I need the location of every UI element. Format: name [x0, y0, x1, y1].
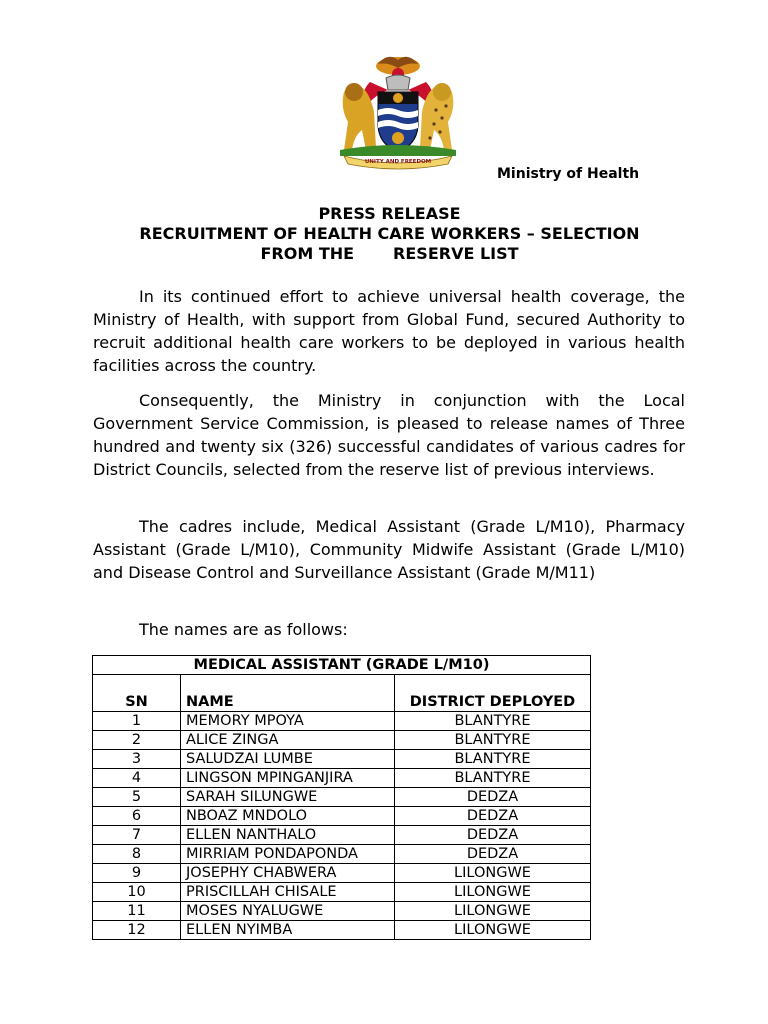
cell-district: BLANTYRE [395, 730, 591, 749]
cell-district: DEDZA [395, 844, 591, 863]
cell-name: MIRRIAM PONDAPONDA [181, 844, 395, 863]
table-row [93, 806, 591, 825]
cell-district: LILONGWE [395, 863, 591, 882]
cell-name: LINGSON MPINGANJIRA [181, 768, 395, 787]
column-header-name: NAME [181, 674, 395, 711]
cell-district: BLANTYRE [395, 768, 591, 787]
table-row [93, 711, 591, 730]
coat-of-arms-icon [330, 52, 466, 170]
cell-name: ELLEN NANTHALO [181, 825, 395, 844]
table-row [93, 920, 591, 939]
cell-sn: 2 [93, 730, 181, 749]
table-row [93, 882, 591, 901]
paragraph-2: Consequently, the Ministry in conjunction with the Local Government Service Commission, is pleased to release names of Three hundred and twenty six (326) successful candidates of various cadres for District Councils, selected from the reserve list of previous interviews. [93, 391, 685, 479]
table-row [93, 844, 591, 863]
cell-sn: 4 [93, 768, 181, 787]
cell-sn: 5 [93, 787, 181, 806]
press-release-title: PRESS RELEASE [318, 204, 461, 223]
cell-sn: 6 [93, 806, 181, 825]
motto-text: UNITY AND FREEDOM [364, 159, 432, 165]
cell-sn: 3 [93, 749, 181, 768]
paragraph-1: In its continued effort to achieve universal health coverage, the Ministry of Health, with support from Global Fund, secured Authority to recruit additional health care workers to be deployed in various health facilities across the country. [93, 287, 685, 375]
cell-name: ELLEN NYIMBA [181, 920, 395, 939]
cell-sn: 9 [93, 863, 181, 882]
cell-name: ALICE ZINGA [181, 730, 395, 749]
cell-district: LILONGWE [395, 882, 591, 901]
table-caption: MEDICAL ASSISTANT (GRADE L/M10) [93, 655, 591, 674]
cell-district: LILONGWE [395, 920, 591, 939]
column-header-district: DISTRICT DEPLOYED [395, 674, 591, 711]
cell-name: PRISCILLAH CHISALE [181, 882, 395, 901]
table-row [93, 901, 591, 920]
cell-sn: 1 [93, 711, 181, 730]
table-row [93, 768, 591, 787]
cell-district: BLANTYRE [395, 749, 591, 768]
table-row [93, 825, 591, 844]
table-row [93, 730, 591, 749]
table-row [93, 787, 591, 806]
ministry-name: Ministry of Health [497, 166, 640, 182]
heading-block [92, 204, 687, 264]
cell-name: NBOAZ MNDOLO [181, 806, 395, 825]
cell-district: LILONGWE [395, 901, 591, 920]
subtitle-line-1: RECRUITMENT OF HEALTH CARE WORKERS – SELECTION [139, 224, 640, 243]
cell-district: BLANTYRE [395, 711, 591, 730]
cell-name: SARAH SILUNGWE [181, 787, 395, 806]
cell-district: DEDZA [395, 787, 591, 806]
cell-name: MEMORY MPOYA [181, 711, 395, 730]
column-header-sn: SN [93, 674, 181, 711]
cell-name: JOSEPHY CHABWERA [181, 863, 395, 882]
cell-sn: 7 [93, 825, 181, 844]
paragraph-4: The names are as follows: [139, 620, 348, 639]
cell-district: DEDZA [395, 825, 591, 844]
table-row [93, 749, 591, 768]
table-row [93, 863, 591, 882]
subtitle-line-2: FROM THE RESERVE LIST [260, 244, 519, 263]
cell-name: MOSES NYALUGWE [181, 901, 395, 920]
cell-sn: 11 [93, 901, 181, 920]
cell-district: DEDZA [395, 806, 591, 825]
cell-sn: 10 [93, 882, 181, 901]
cell-name: SALUDZAI LUMBE [181, 749, 395, 768]
cell-sn: 8 [93, 844, 181, 863]
paragraph-3: The cadres include, Medical Assistant (Grade L/M10), Pharmacy Assistant (Grade L/M10), Community Midwife Assistant (Grade L/M10) and Disease Control and Surveillance Assistant (Grade M/M11) [93, 517, 685, 582]
cell-sn: 12 [93, 920, 181, 939]
candidates-table [92, 655, 591, 940]
